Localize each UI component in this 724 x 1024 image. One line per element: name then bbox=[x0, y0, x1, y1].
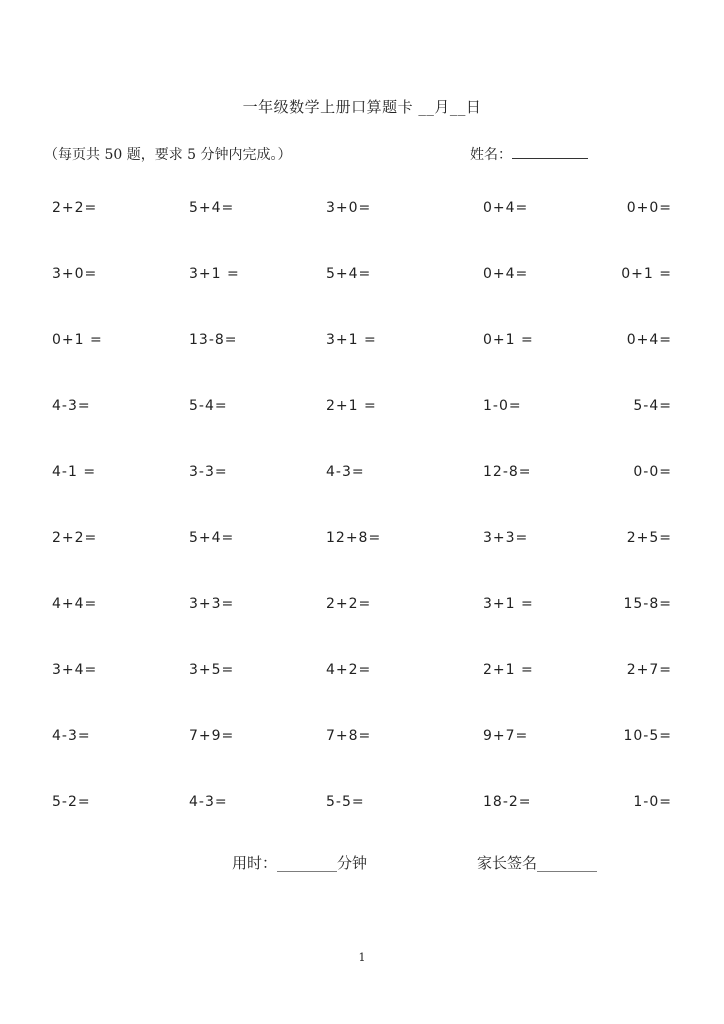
problem: 3+1 = bbox=[483, 596, 534, 612]
problem: 5-4= bbox=[189, 398, 228, 414]
problem: 0+4= bbox=[483, 266, 529, 282]
problem: 3-3= bbox=[189, 464, 228, 480]
problem: 3+4= bbox=[52, 662, 98, 678]
problem: 0+1 = bbox=[52, 332, 103, 348]
problem: 9+7= bbox=[483, 728, 529, 744]
problem: 2+5= bbox=[626, 530, 672, 546]
problem: 5+4= bbox=[189, 530, 235, 546]
problem: 7+8= bbox=[326, 728, 372, 744]
problem-grid bbox=[0, 200, 724, 860]
problem-row bbox=[0, 332, 724, 398]
problem: 15-8= bbox=[623, 596, 672, 612]
problem: 12+8= bbox=[326, 530, 382, 546]
page-number: 1 bbox=[358, 951, 366, 964]
problem: 4-3= bbox=[52, 398, 91, 414]
problem: 2+1 = bbox=[483, 662, 534, 678]
name-field bbox=[470, 144, 588, 164]
problem: 1-0= bbox=[483, 398, 522, 414]
problem: 13-8= bbox=[189, 332, 238, 348]
problem: 5-5= bbox=[326, 794, 365, 810]
problem: 0+1 = bbox=[621, 266, 672, 282]
time-used-field: 用时：________分钟 bbox=[232, 854, 368, 872]
problem: 12-8= bbox=[483, 464, 532, 480]
problem: 5-2= bbox=[52, 794, 91, 810]
problem: 0+1 = bbox=[483, 332, 534, 348]
problem: 2+2= bbox=[52, 530, 98, 546]
problem: 3+1 = bbox=[189, 266, 240, 282]
problem: 4+2= bbox=[326, 662, 372, 678]
problem: 4-3= bbox=[326, 464, 365, 480]
problem: 3+3= bbox=[189, 596, 235, 612]
problem: 7+9= bbox=[189, 728, 235, 744]
name-blank bbox=[512, 144, 588, 159]
problem: 4-3= bbox=[52, 728, 91, 744]
problem-row bbox=[0, 728, 724, 794]
problem: 5+4= bbox=[189, 200, 235, 216]
problem: 4+4= bbox=[52, 596, 98, 612]
problem: 10-5= bbox=[623, 728, 672, 744]
problem: 3+0= bbox=[326, 200, 372, 216]
problem-row bbox=[0, 398, 724, 464]
parent-signature-field: 家长签名________ bbox=[477, 854, 598, 872]
problem: 2+2= bbox=[52, 200, 98, 216]
problem: 4-3= bbox=[189, 794, 228, 810]
problem-row bbox=[0, 464, 724, 530]
instructions: （每页共 50 题，要求 5 分钟内完成。） bbox=[44, 147, 292, 163]
problem: 5-4= bbox=[633, 398, 672, 414]
problem-row bbox=[0, 266, 724, 332]
problem: 3+0= bbox=[52, 266, 98, 282]
problem: 1-0= bbox=[633, 794, 672, 810]
problem: 2+1 = bbox=[326, 398, 377, 414]
problem: 3+1 = bbox=[326, 332, 377, 348]
problem-row bbox=[0, 530, 724, 596]
problem: 0+4= bbox=[626, 332, 672, 348]
problem: 0-0= bbox=[633, 464, 672, 480]
problem-row bbox=[0, 200, 724, 266]
problem: 18-2= bbox=[483, 794, 532, 810]
problem: 2+7= bbox=[626, 662, 672, 678]
problem: 3+5= bbox=[189, 662, 235, 678]
problem: 5+4= bbox=[326, 266, 372, 282]
page-title: 一年级数学上册口算题卡 __月__日 bbox=[242, 98, 482, 116]
problem-row bbox=[0, 596, 724, 662]
problem-row bbox=[0, 794, 724, 860]
problem: 4-1 = bbox=[52, 464, 97, 480]
problem: 2+2= bbox=[326, 596, 372, 612]
problem-row bbox=[0, 662, 724, 728]
problem: 0+0= bbox=[626, 200, 672, 216]
problem: 3+3= bbox=[483, 530, 529, 546]
problem: 0+4= bbox=[483, 200, 529, 216]
name-label: 姓名： bbox=[470, 147, 512, 163]
